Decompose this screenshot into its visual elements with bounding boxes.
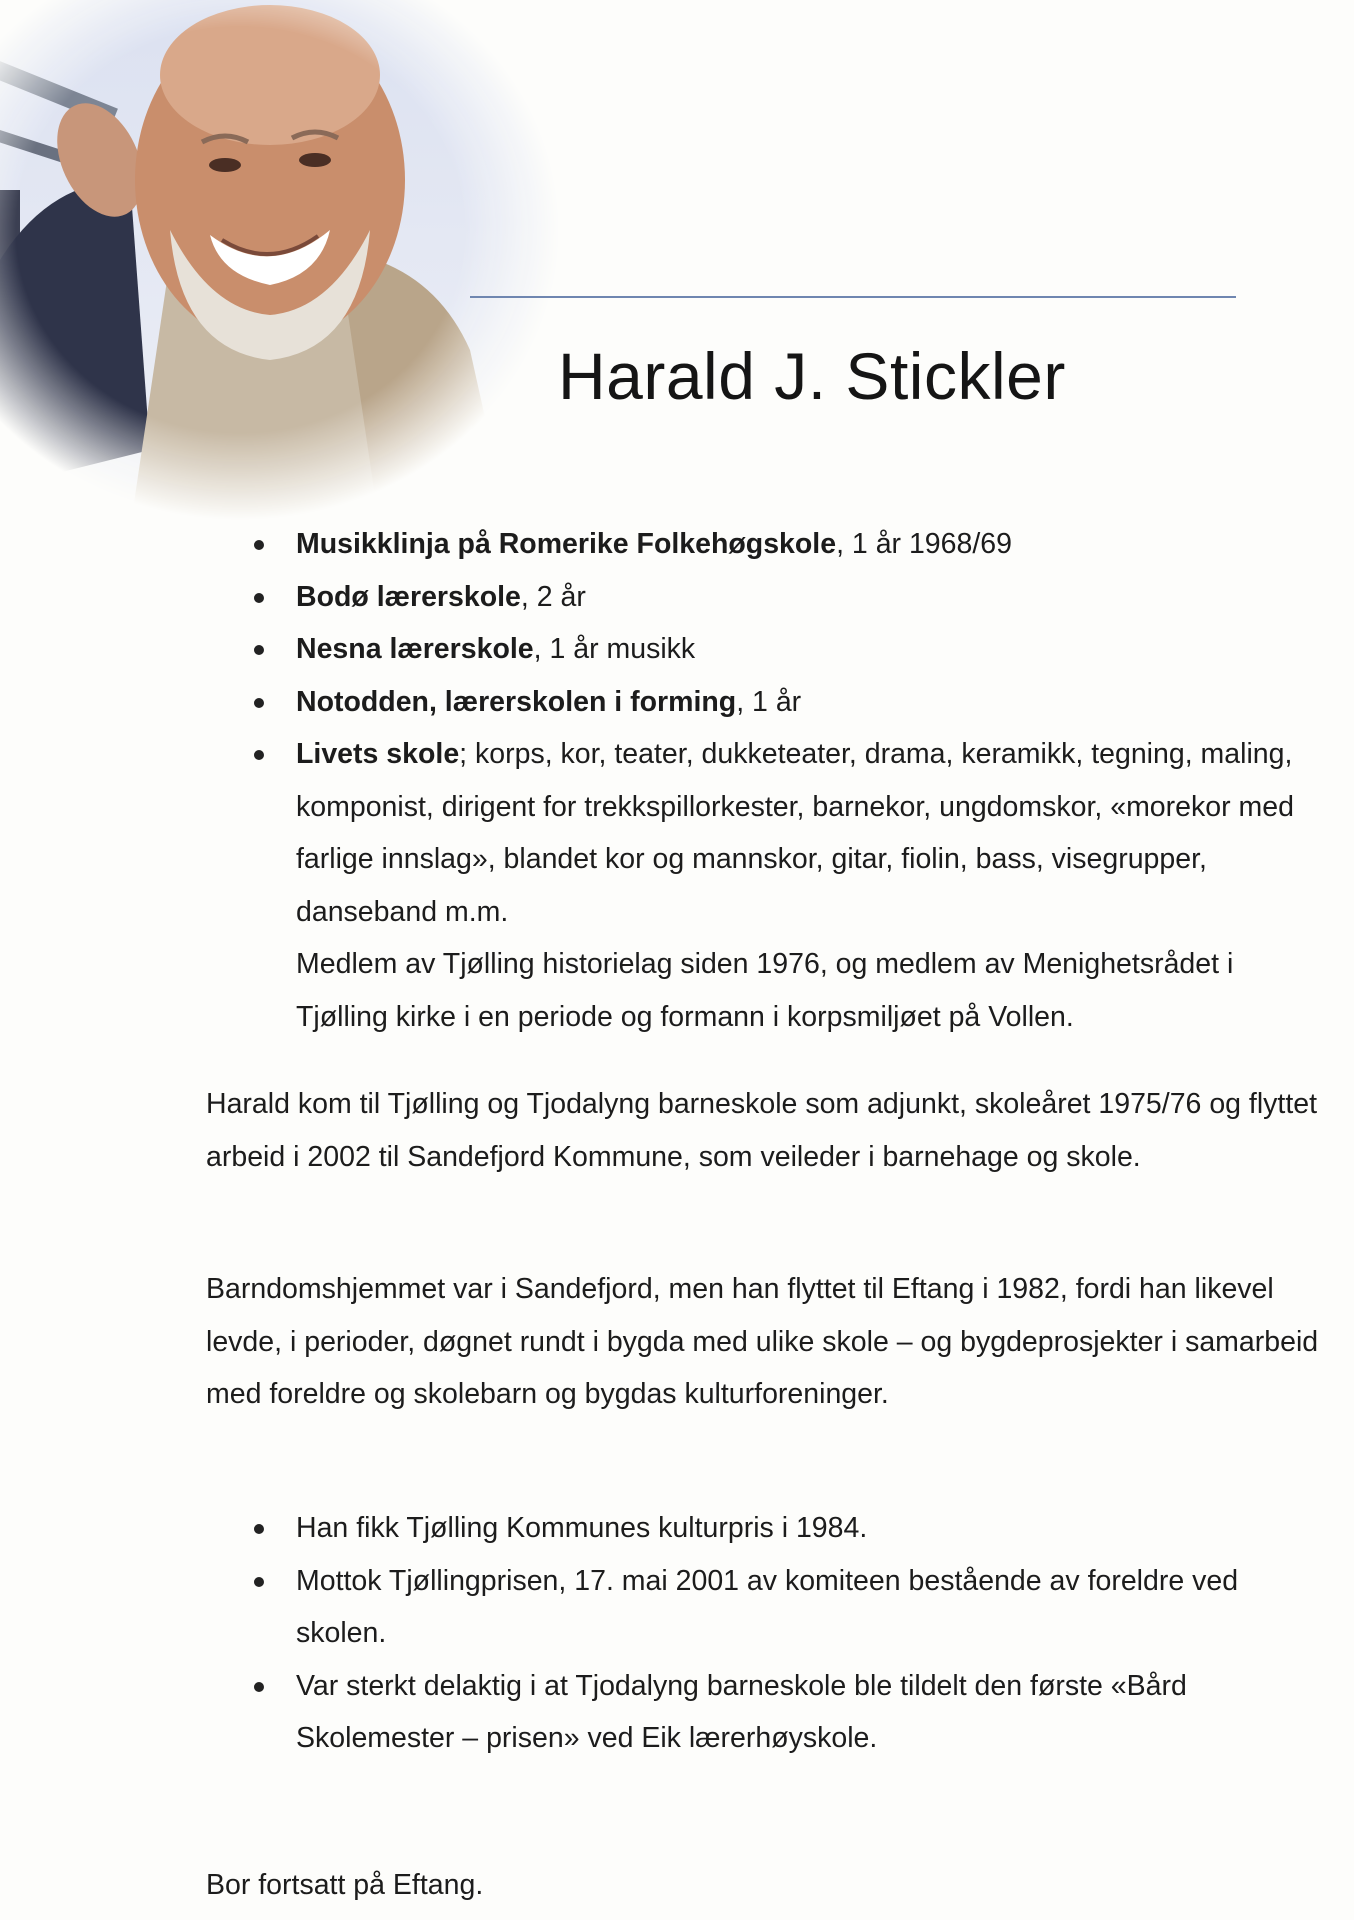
award-item: Var sterkt delaktig i at Tjodalyng barneskole ble tildelt den første «Bård Skolemester – prisen» ved Eik lærerhøyskole.	[250, 1660, 1330, 1765]
education-item-title: Musikklinja på Romerike Folkehøgskole	[296, 528, 837, 560]
education-item	[250, 728, 1330, 1043]
education-item	[250, 623, 1330, 676]
education-item-detail: ; korps, kor, teater, dukketeater, drama, keramikk, tegning, maling, komponist, dirigent for trekkspillorkester, barnekor, ungdomskor, «morekor med farlige innslag», blandet kor og mannskor, gitar, fiolin, bass, visegrupper, danseband m.m.	[296, 738, 1294, 928]
person-name: Harald J. Stickler	[558, 339, 1066, 413]
education-item-detail: , 1 år 1968/69	[836, 528, 1012, 560]
education-item-title: Bodø lærerskole	[296, 580, 521, 613]
career-paragraph: Harald kom til Tjølling og Tjodalyng barneskole som adjunkt, skoleåret 1975/76 og flyttet arbeid i 2002 til Sandefjord Kommune, som veileder i barnehage og skole.	[206, 1088, 1318, 1173]
portrait-photo-icon	[0, 0, 570, 530]
education-item-detail: , 1 år	[736, 685, 802, 718]
education-item-title: Livets skole	[296, 738, 460, 770]
awards-list	[250, 1502, 1330, 1765]
membership-text: Medlem av Tjølling historielag siden 1976, og medlem av Menighetsrådet i Tjølling kirke i en periode og formann i korpsmiljøet på Vollen.	[296, 948, 1234, 1033]
education-item-detail: , 1 år musikk	[533, 633, 696, 665]
education-item	[250, 571, 1330, 624]
education-item-title: Nesna lærerskole	[296, 633, 534, 665]
closing-text: Bor fortsatt på Eftang.	[206, 1869, 484, 1901]
award-item: Han fikk Tjølling Kommunes kulturpris i 1984.	[250, 1502, 1330, 1555]
childhood-paragraph: Barndomshjemmet var i Sandefjord, men han flyttet til Eftang i 1982, fordi han likevel levde, i perioder, døgnet rundt i bygda med ulike skole – og bygdeprosjekter i samarbeid med foreldre og skolebarn og bygdas kulturforeninger.	[206, 1273, 1319, 1410]
education-item	[250, 676, 1330, 729]
education-item-detail: , 2 år	[520, 580, 586, 613]
header-rule	[470, 296, 1236, 298]
education-item	[250, 518, 1330, 571]
education-list	[250, 518, 1330, 1043]
education-item-title: Notodden, lærerskolen i forming	[296, 685, 737, 718]
award-item: Mottok Tjøllingprisen, 17. mai 2001 av komiteen bestående av foreldre ved skolen.	[250, 1555, 1330, 1660]
